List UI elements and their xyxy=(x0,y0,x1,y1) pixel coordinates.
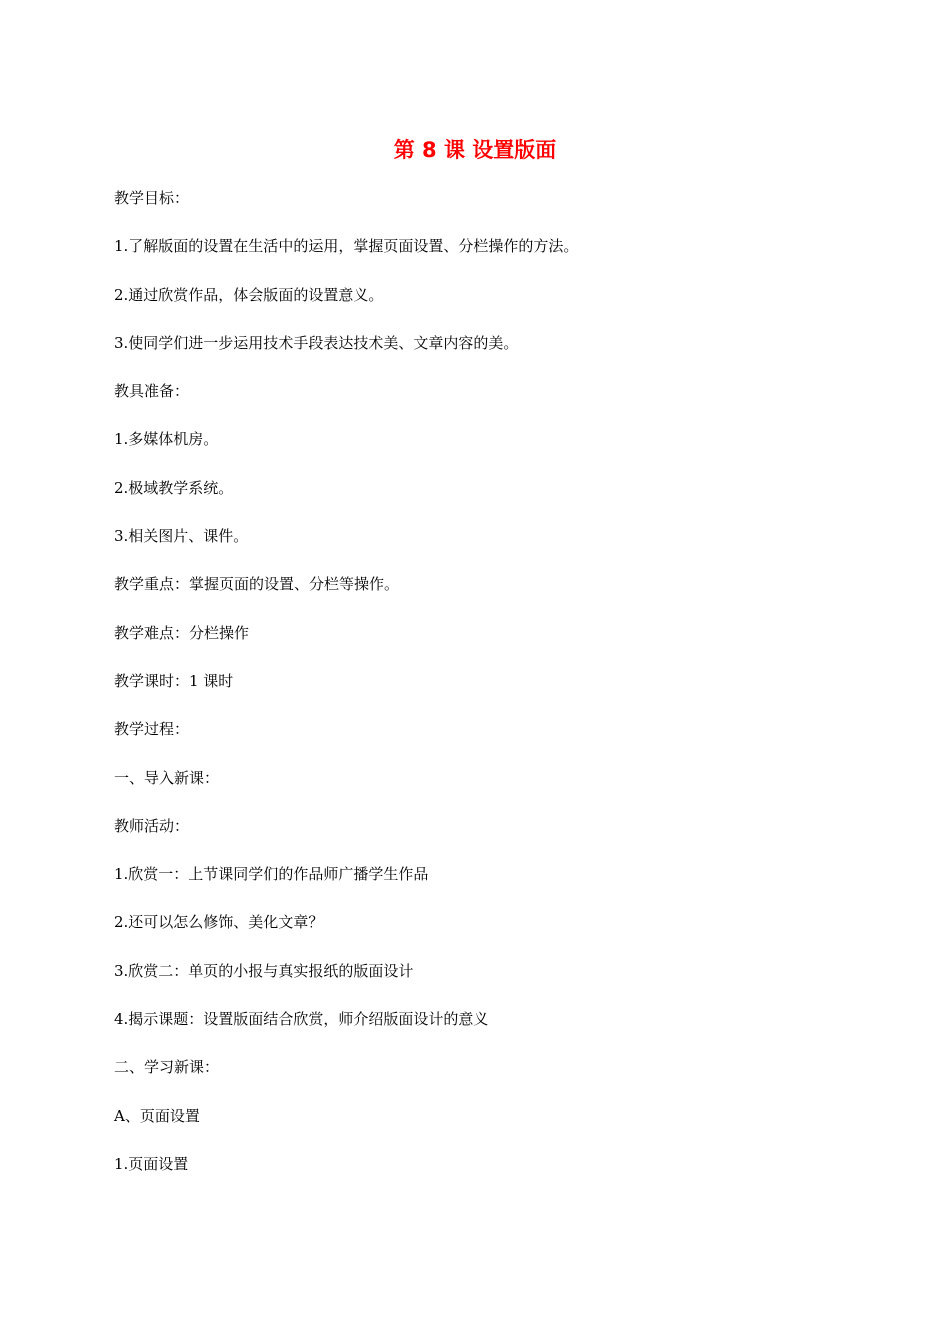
objective-item: 1.了解版面的设置在生活中的运用，掌握页面设置、分栏操作的方法。 xyxy=(114,237,579,256)
subsection-heading-new-lesson: 二、学习新课： xyxy=(114,1058,220,1077)
activity-item: 2.还可以怎么修饰、美化文章？ xyxy=(114,913,324,932)
class-hours-line: 教学课时：1 课时 xyxy=(114,671,234,690)
activity-item: 1.欣赏一：上节课同学们的作品师广播学生作品 xyxy=(114,865,429,884)
objective-item: 3.使同学们进一步运用技术手段表达技术美、文章内容的美。 xyxy=(114,333,519,352)
material-item: 1.多媒体机房。 xyxy=(114,430,219,449)
part-heading-page-setup: A、页面设置 xyxy=(114,1106,200,1125)
material-item: 2.极域教学系统。 xyxy=(114,478,234,497)
activity-item: 3.欣赏二：单页的小报与真实报纸的版面设计 xyxy=(114,961,414,980)
activity-item: 4.揭示课题：设置版面结合欣赏，师介绍版面设计的意义 xyxy=(114,1010,489,1029)
section-heading-objectives: 教学目标： xyxy=(114,189,190,207)
section-heading-materials: 教具准备： xyxy=(114,382,190,401)
subsection-heading-intro: 一、导入新课： xyxy=(114,768,220,787)
material-item: 3.相关图片、课件。 xyxy=(114,527,249,546)
objective-item: 2.通过欣赏作品，体会版面的设置意义。 xyxy=(114,285,384,304)
key-point-line: 教学重点：掌握页面的设置、分栏等操作。 xyxy=(114,575,400,594)
document-body xyxy=(114,186,834,1200)
step-item: 1.页面设置 xyxy=(114,1154,189,1173)
difficulty-line: 教学难点：分栏操作 xyxy=(114,623,250,642)
teacher-activity-heading: 教师活动： xyxy=(114,816,190,835)
section-heading-process: 教学过程： xyxy=(114,720,190,739)
page-title: 第 8 课 设置版面 xyxy=(393,138,557,162)
